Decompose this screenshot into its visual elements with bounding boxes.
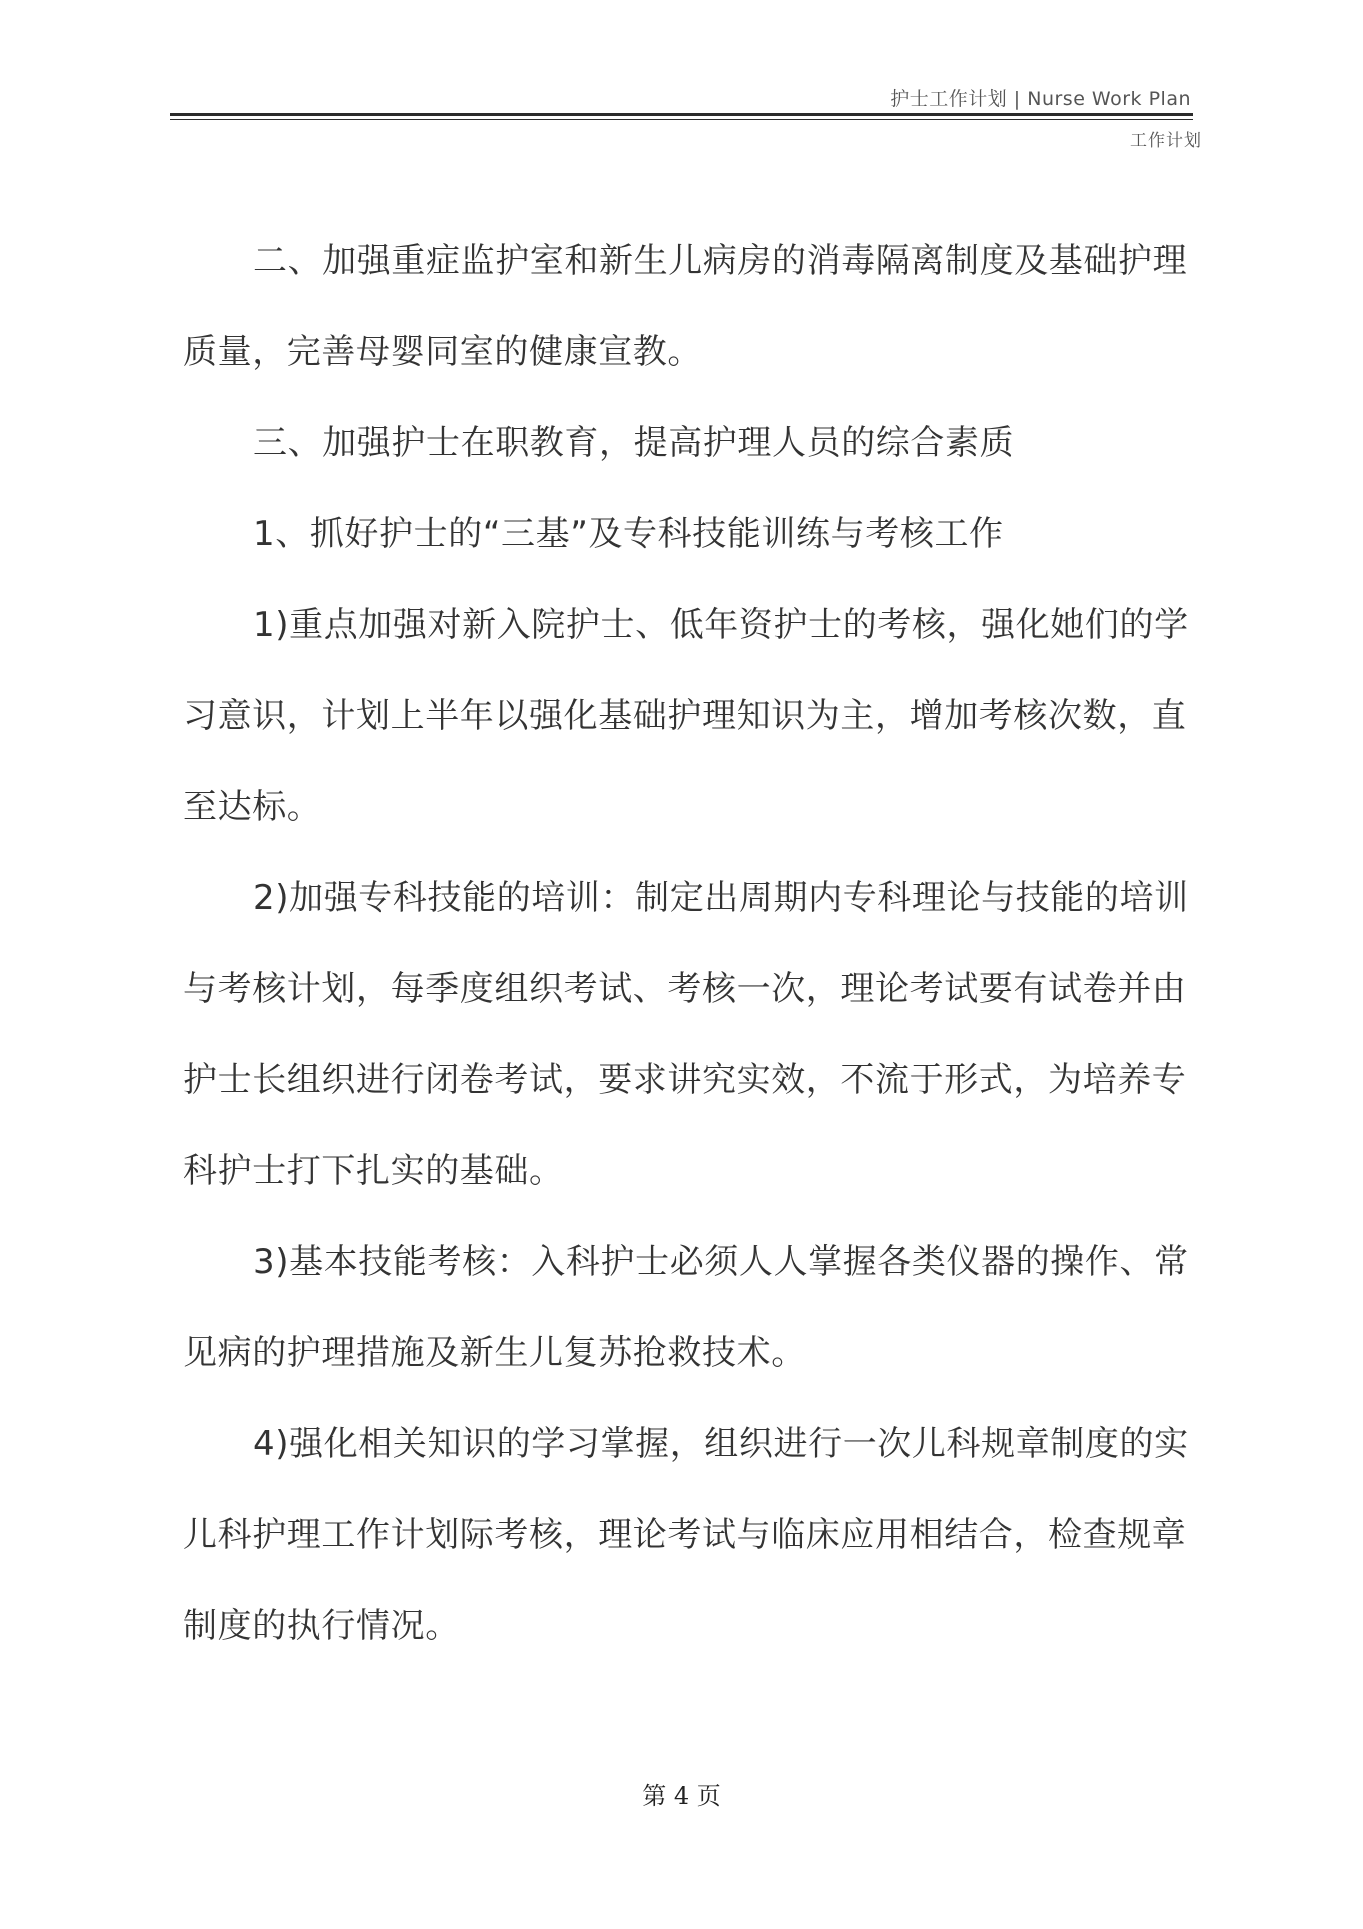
page-number: 第 4 页	[642, 1782, 721, 1810]
header-divider-thick	[170, 113, 1193, 116]
paragraph-item-one: 1、抓好护士的“三基”及专科技能训练与考核工作	[253, 514, 1004, 554]
paragraph-subitem-2: 2)加强专科技能的培训：制定出周期内专科理论与技能的培训与考核计划，每季度组织考试、考核一次，理论考试要有试卷并由护士长组织进行闭卷考试，要求讲究实效，不流于形式，为培养专科护士打下扎实的基础。	[183, 878, 1189, 1191]
document-body	[183, 216, 1195, 1672]
paragraph-subitem-3: 3)基本技能考核：入科护士必须人人掌握各类仪器的操作、常见病的护理措施及新生儿复苏抢救技术。	[183, 1242, 1189, 1373]
paragraph-section-three: 三、加强护士在职教育，提高护理人员的综合素质	[253, 423, 1015, 463]
header-title: 护士工作计划 | Nurse Work Plan	[890, 88, 1191, 110]
paragraph-subitem-1: 1)重点加强对新入院护士、低年资护士的考核，强化她们的学习意识，计划上半年以强化基础护理知识为主，增加考核次数，直至达标。	[183, 605, 1189, 827]
header-divider-thin	[170, 119, 1193, 120]
paragraph-subitem-4: 4)强化相关知识的学习掌握，组织进行一次儿科规章制度的实儿科护理工作计划际考核，理论考试与临床应用相结合，检查规章制度的执行情况。	[183, 1424, 1189, 1646]
header-subtitle: 工作计划	[1130, 131, 1202, 151]
paragraph-disinfection: 二、加强重症监护室和新生儿病房的消毒隔离制度及基础护理质量，完善母婴同室的健康宣教。	[183, 241, 1188, 372]
